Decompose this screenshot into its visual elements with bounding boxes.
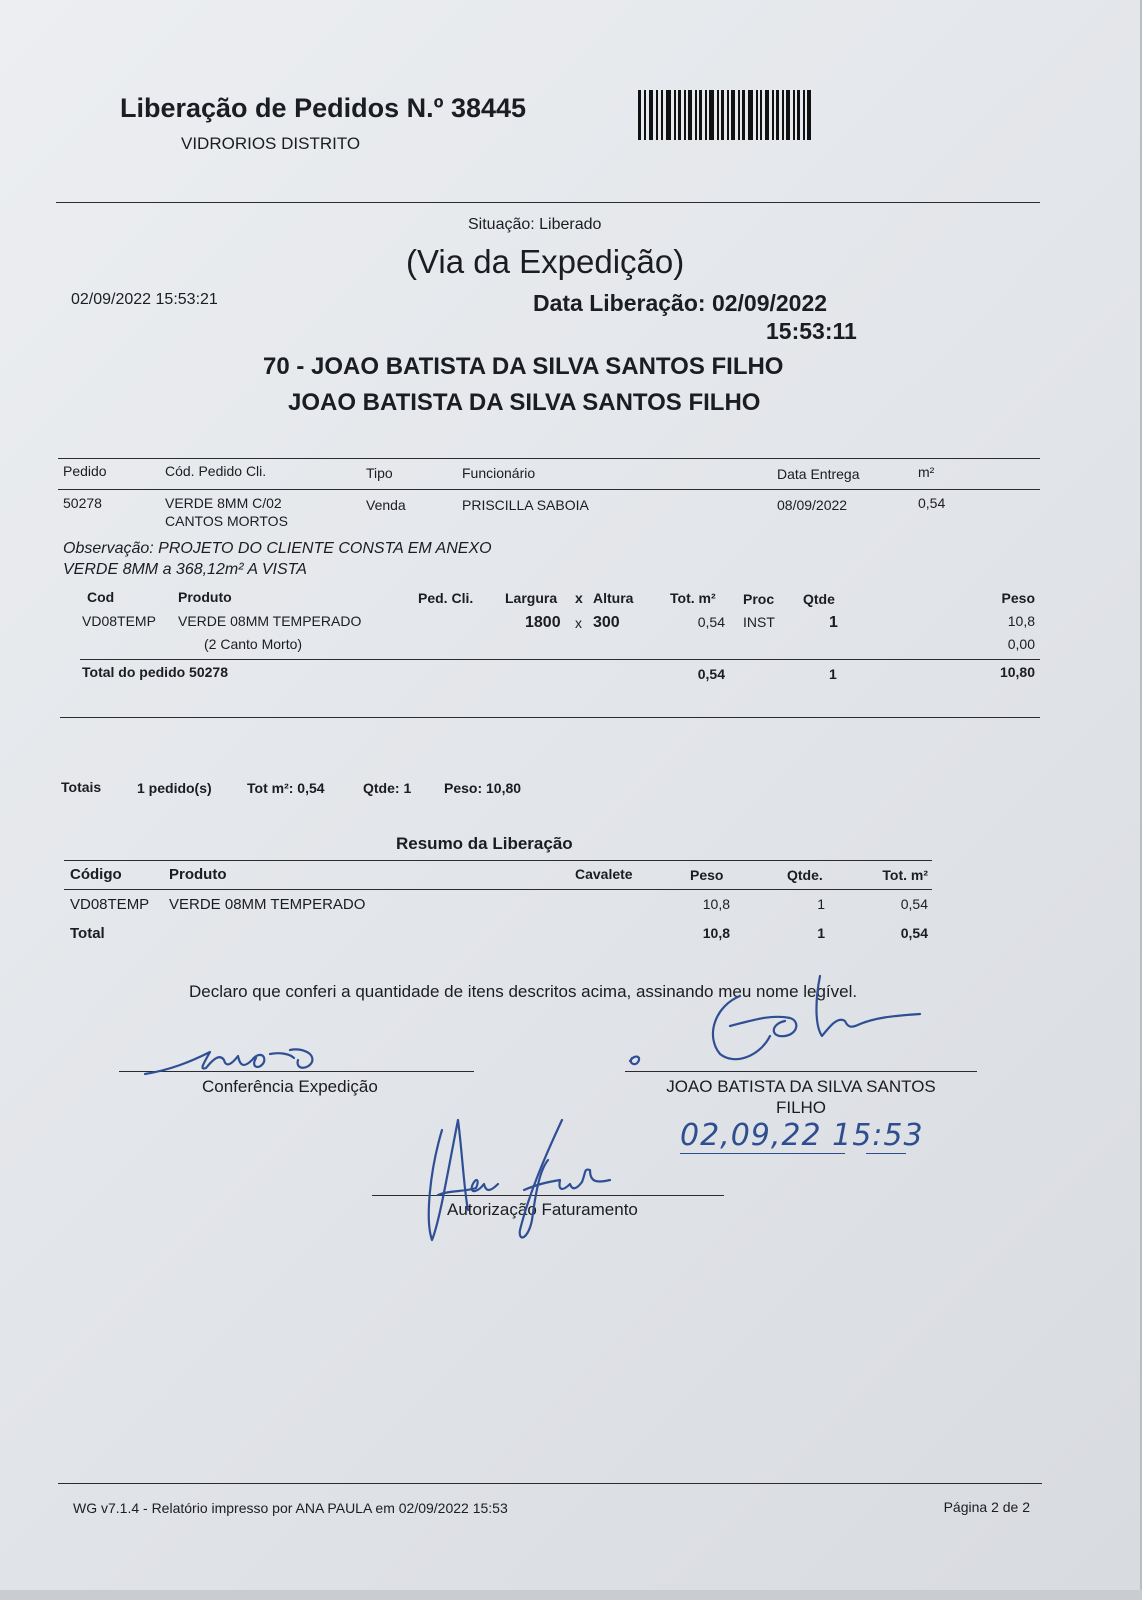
item-tot-m2: 0,54 (697, 614, 725, 630)
item-peso: 10,8 (1007, 613, 1035, 629)
resumo-top-rule (64, 860, 932, 861)
order-header-funcionario: Funcionário (462, 465, 536, 481)
totais-pedidos: 1 pedido(s) (137, 780, 212, 796)
observacao-text-1: PROJETO DO CLIENTE CONSTA EM ANEXO (158, 540, 492, 557)
items-header-x: x (575, 590, 583, 606)
situacao-status: Situação: Liberado (468, 216, 602, 233)
resumo-header-qtde: Qtde. (787, 867, 823, 883)
observacao-label: Observação: (63, 540, 154, 557)
order-table-top-rule (58, 458, 1040, 459)
declaration-text: Declaro que conferi a quantidade de itens descritos acima, assinando meu nome legível. (189, 982, 858, 1001)
item-produto: VERDE 08MM TEMPERADO (178, 613, 362, 629)
items-header-cod: Cod (87, 589, 115, 605)
order-cod-pedido-cli-line1: VERDE 8MM C/02 (165, 495, 282, 511)
resumo-total-peso: 10,8 (702, 925, 730, 941)
item-largura: 1800 (525, 614, 561, 631)
client-name: JOAO BATISTA DA SILVA SANTOS FILHO (288, 389, 761, 416)
items-section-end-rule (60, 717, 1040, 718)
resumo-header-rule (64, 889, 932, 890)
company-name: VIDRORIOS DISTRITO (181, 134, 361, 153)
items-header-ped-cli: Ped. Cli. (418, 590, 474, 606)
order-tipo: Venda (366, 497, 406, 513)
item-qtde: 1 (829, 614, 838, 631)
order-funcionario: PRISCILLA SABOIA (462, 497, 589, 513)
order-data-entrega: 08/09/2022 (777, 497, 848, 513)
item-sub-produto: (2 Canto Morto) (204, 636, 303, 652)
order-total-tot-m2: 0,54 (697, 666, 725, 682)
hora-liberacao: 15:53:11 (766, 318, 857, 344)
conferencia-label: Conferência Expedição (202, 1077, 378, 1096)
client-signature-label-2: FILHO (775, 1098, 827, 1117)
barcode (638, 90, 813, 140)
resumo-total-label: Total (70, 925, 105, 942)
order-table-header-rule (58, 489, 1040, 490)
handwritten-date: 02,09,22 15:53 (680, 1118, 924, 1153)
resumo-title: Resumo da Liberação (396, 834, 573, 853)
order-pedido: 50278 (63, 495, 102, 511)
resumo-produto: VERDE 08MM TEMPERADO (169, 896, 366, 913)
footer-page-number: Página 2 de 2 (943, 1499, 1030, 1515)
item-x: x (575, 615, 582, 631)
resumo-peso: 10,8 (702, 896, 730, 912)
items-header-peso: Peso (1001, 590, 1035, 606)
client-signature-label-1: JOAO BATISTA DA SILVA SANTOS (666, 1077, 936, 1096)
items-header-largura: Largura (505, 590, 558, 606)
items-header-tot-m2: Tot. m² (670, 590, 716, 606)
order-total-qtde: 1 (829, 666, 837, 682)
resumo-codigo: VD08TEMP (70, 896, 150, 913)
item-proc: INST (743, 614, 775, 630)
items-header-altura: Altura (593, 590, 634, 606)
handwritten-time-underline (866, 1153, 906, 1154)
client-code-name: 70 - JOAO BATISTA DA SILVA SANTOS FILHO (263, 353, 784, 380)
items-header-qtde: Qtde (803, 591, 835, 607)
autorizacao-label: Autorização Faturamento (447, 1200, 638, 1219)
item-cod: VD08TEMP (82, 613, 156, 629)
order-header-m2: m² (918, 464, 935, 480)
totais-tot-m2: Tot m²: 0,54 (247, 780, 325, 796)
items-total-rule (80, 659, 1040, 660)
order-header-cod-pedido-cli: Cód. Pedido Cli. (165, 463, 267, 479)
footer-rule (58, 1483, 1042, 1484)
totais-label: Totais (61, 779, 102, 795)
via-label: (Via da Expedição) (406, 243, 685, 280)
order-header-tipo: Tipo (366, 465, 393, 481)
autorizacao-handwritten-signature (420, 1110, 640, 1250)
item-altura: 300 (593, 614, 620, 631)
observacao-text-2: VERDE 8MM a 368,12m² A VISTA (63, 561, 307, 578)
resumo-header-codigo: Código (70, 866, 122, 883)
data-liberacao: Data Liberação: 02/09/2022 (533, 290, 828, 316)
order-header-data-entrega: Data Entrega (777, 466, 860, 482)
resumo-header-cavalete: Cavalete (575, 866, 633, 882)
header-divider (56, 202, 1040, 203)
client-handwritten-signature (620, 966, 940, 1076)
items-header-proc: Proc (743, 591, 775, 607)
items-header-produto: Produto (178, 589, 232, 605)
resumo-total-qtde: 1 (817, 925, 825, 941)
order-total-label: Total do pedido 50278 (82, 664, 228, 680)
resumo-qtde: 1 (817, 896, 825, 912)
printed-timestamp: 02/09/2022 15:53:21 (71, 291, 218, 308)
document-title: Liberação de Pedidos N.º 38445 (120, 93, 527, 123)
handwritten-date-underline (680, 1153, 845, 1154)
resumo-header-produto: Produto (169, 866, 227, 883)
resumo-header-peso: Peso (690, 867, 724, 883)
resumo-header-tot-m2: Tot. m² (882, 867, 928, 883)
resumo-total-tot-m2: 0,54 (900, 925, 928, 941)
item-sub-peso: 0,00 (1007, 636, 1035, 652)
order-m2: 0,54 (918, 495, 946, 511)
order-total-peso: 10,80 (999, 664, 1035, 680)
order-header-pedido: Pedido (63, 463, 107, 479)
resumo-tot-m2: 0,54 (900, 896, 928, 912)
order-cod-pedido-cli-line2: CANTOS MORTOS (165, 513, 288, 529)
totais-peso: Peso: 10,80 (444, 780, 522, 796)
conferencia-handwritten-signature (140, 1040, 360, 1080)
observacao-line1 (63, 540, 492, 558)
footer-printed-by: WG v7.1.4 - Relatório impresso por ANA PAULA em 02/09/2022 15:53 (73, 1500, 508, 1516)
totais-qtde: Qtde: 1 (363, 780, 412, 796)
